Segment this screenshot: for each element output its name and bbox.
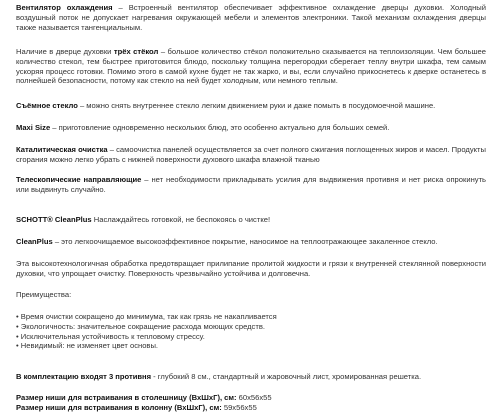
glass-text: – большое количество стёкол положительно сказывается на теплоизоляции. Чем большее количество стекол, тем быстрее приготовится блюдо, поскольку толщина перегородки сберегает теплу внутри шкафа, тем самым ускоряя процесс готовки. Помимо этого в самой кухне будет не так жарко, и вы, если случайно прикоснетесь к дверке останетесь в полнейшей безопасности, потому как стекло на ней будет холодным, или немного теплым. bbox=[16, 47, 486, 86]
schott-paragraph bbox=[16, 215, 486, 225]
treatment-paragraph bbox=[16, 259, 486, 279]
telescopic-heading: Телескопические направляющие bbox=[16, 175, 142, 184]
list-item: • Экологичность: значительное сокращение расхода моющих средств. bbox=[16, 322, 486, 332]
cleanplus-heading: CleanPlus bbox=[16, 237, 53, 246]
cleanplus-paragraph bbox=[16, 237, 486, 247]
list-item: • Время очистки сокращено до минимума, так как грязь не накапливается bbox=[16, 312, 486, 322]
removable-glass-text: – можно снять внутреннее стекло легким движением руки и даже помыть в посудомоечной машине. bbox=[77, 101, 436, 110]
kit-heading: В комплектацию входят 3 противня bbox=[16, 372, 152, 381]
removable-glass-heading: Съёмное стекло bbox=[16, 101, 78, 110]
telescopic-paragraph bbox=[16, 175, 486, 195]
kit-paragraph bbox=[16, 372, 486, 382]
dim-column-paragraph bbox=[16, 403, 486, 413]
fan-text: – Встроенный вентилятор обеспечивает эффективное охлаждение дверцы духовки. Холодный воздушный поток не допускает нагревания окружающей мебели и элементов электроники. Такой механизм охлаждения дверцы также называется тангенциальным. bbox=[16, 3, 487, 32]
dim-counter-value: 60х56х55 bbox=[236, 393, 272, 402]
catalytic-paragraph bbox=[16, 145, 486, 165]
telescopic-text: – нет необходимости прикладывать усилия для выдвижения противня и нет риска опрокинуть или выдвинуть случайно. bbox=[16, 175, 486, 194]
glass-lead: Наличие в дверце духовки bbox=[16, 47, 114, 56]
list-item: • Исключительная устойчивость к тепловому стрессу. bbox=[16, 332, 486, 342]
dim-counter-paragraph bbox=[16, 393, 486, 403]
glass-paragraph bbox=[16, 47, 486, 86]
cleanplus-text: – это легкоочищаемое высокоэффективное покрытие, наносимое на теплоотражающее закаленное стекло. bbox=[52, 237, 438, 246]
fan-paragraph bbox=[16, 3, 486, 32]
catalytic-text: – самоочистка панелей осуществляется за счет полного сжигания поглощенных жиров и масел. Продукты сгорания можно легко убрать с нижней поверхности духового шкафа влажной тканью bbox=[16, 145, 486, 164]
removable-glass-paragraph bbox=[16, 101, 486, 111]
dim-column-heading: Размер ниши для встраивания в колонну (ВхШхГ), см: bbox=[16, 403, 222, 412]
maxi-size-text: – приготовление одновременно нескольких блюд, это особенно актуально для больших семей. bbox=[50, 123, 390, 132]
glass-heading: трёх стёкол bbox=[113, 47, 159, 56]
dim-column-value: 59х56х55 bbox=[221, 403, 257, 412]
list-item: • Невидимый: не изменяет цвет основы. bbox=[16, 341, 486, 351]
treatment-text: Эта высокотехнологичная обработка предотвращает прилипание пролитой жидкости и грязи к внутренней стеклянной поверхности духовки, что упрощает очистку. Поверхность чрезвычайно устойчива и долговечна. bbox=[16, 259, 486, 278]
schott-text: Наслаждайтесь готовкой, не беспокоясь о чистке! bbox=[91, 215, 271, 224]
maxi-size-heading: Maxi Size bbox=[16, 123, 51, 132]
maxi-size-paragraph bbox=[16, 123, 486, 133]
advantages-list bbox=[16, 312, 486, 351]
catalytic-heading: Каталитическая очистка bbox=[16, 145, 108, 154]
schott-heading: SCHOTT® CleanPlus bbox=[16, 215, 92, 224]
fan-heading: Вентилятор охлаждения bbox=[16, 3, 113, 12]
dim-counter-heading: Размер ниши для встраивания в столешницу (ВхШхГ), см: bbox=[16, 393, 237, 402]
kit-text: - глубокий 8 см., стандартный и жаровочный лист, хромированная решетка. bbox=[151, 372, 422, 381]
advantages-title: Преимущества: bbox=[16, 290, 72, 299]
